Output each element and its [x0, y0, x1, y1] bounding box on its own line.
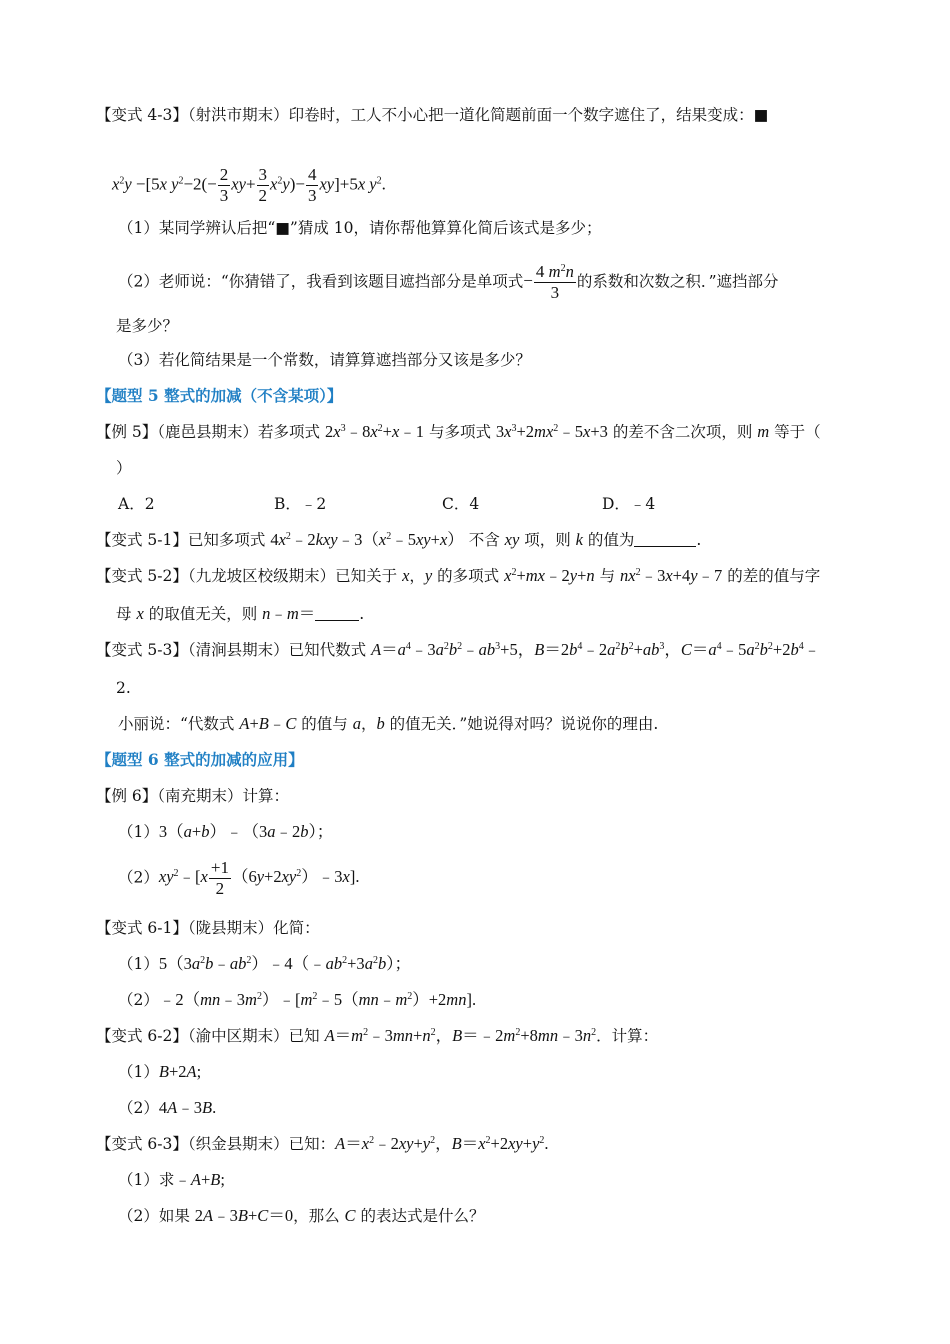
variant-5-2-line2: 母 x 的取值无关，则 n﹣m＝ .	[116, 604, 365, 623]
variant-label: 【变式 4-3】	[96, 106, 188, 124]
variant-4-3-q3: （3）若化简结果是一个常数，请算算遮挡部分又该是多少？	[118, 351, 531, 369]
answer-blank[interactable]	[634, 530, 696, 547]
variant-4-3-q1: （1）某同学辨认后把“■”猜成 10，请你帮他算算化简后该式是多少；	[118, 219, 602, 237]
variant-6-1-q2: $(2)﹣2(mn﹣3m^2)﹣[m^2﹣5(mn﹣m^2)+2mn]$.	[118, 990, 477, 1009]
variant-4-3-q2: （2）老师说：“你猜错了，我看到该题目遮挡部分是单项式− $\frac{4 m^2n}{3}$ 的系数和次数之积．”遮挡部分	[118, 262, 779, 302]
variant-5-3-line2: 2.	[116, 679, 131, 697]
variant-4-3-line1	[96, 105, 768, 125]
variant-5-3-line3: 小丽说：“代数式 A+B﹣C 的值与 a，b 的值无关．”她说得对吗？说说你的理由.	[118, 714, 659, 733]
example-6-line1: 【例 6】（南充期末）计算：	[96, 787, 290, 805]
option-d: D．﹣4	[602, 495, 656, 513]
example-5-line1: 【例 5】（鹿邑县期末）若多项式 $2x^3﹣8x^2+x﹣1$ 与多项式 $3x^3+2mx^2﹣5x+3$ 的差不含二次项，则 m 等于（	[96, 422, 821, 441]
option-a: A．2	[118, 495, 155, 513]
variant-6-2-line1: 【变式 6-2】（渝中区期末）已知 $A=m^2﹣3mn+n^2$，$B=﹣2m^2+8mn﹣3n^2$．计算：	[96, 1026, 659, 1045]
variant-6-2-q2: （2）4A﹣3B.	[118, 1098, 217, 1117]
variant-5-2-line1: 【变式 5-2】（九龙坡区校级期末）已知关于 x，y 的多项式 $x^2+mx﹣2y+n$ 与 $nx^2﹣3x+4y﹣7$ 的差的值与字	[96, 566, 821, 585]
variant-6-3-q2: （2）如果 2A﹣3B+C＝0，那么 C 的表达式是什么？	[118, 1206, 485, 1225]
variant-6-2-q1: （1）B+2A;	[118, 1062, 202, 1081]
variant-6-1-line1: 【变式 6-1】（陇县期末）化简：	[96, 919, 320, 937]
variant-4-3-expression: $x^2y -[5x$ $y^2-2(-$ $\frac{2}{3}$ xy+ $\frac{3}{2}$ $x^2y)-$ $\frac{4}{3}$ xy]+5x $y^2$.	[112, 165, 386, 205]
variant-5-3-line1: 【变式 5-3】（清涧县期末）已知代数式 $A=a^4﹣3a^2b^2﹣ab^3+5$，$B=2b^4﹣2a^2b^2+ab^3$，$C=a^4﹣5a^2b^2+2b^4﹣$	[96, 640, 821, 659]
variant-6-3-line1: 【变式 6-3】（织金县期末）已知：$A=x^2﹣2xy+y^2$，$B=x^2+2xy+y^2$.	[96, 1134, 549, 1153]
variant-4-3-q2-cont: 是多少？	[116, 317, 179, 335]
variant-4-3-text: （射洪市期末）印卷时，工人不小心把一道化简题前面一个数字遮住了，结果变成：■	[187, 106, 769, 124]
section-heading-5: 【题型 5 整式的加减（不含某项）】	[96, 386, 343, 405]
variant-5-1: 【变式 5-1】已知多项式 $4x^2﹣2kxy﹣3(x^2﹣5xy+x)$ 不含 xy 项，则 k 的值为 .	[96, 530, 702, 549]
option-b: B．﹣2	[274, 495, 327, 513]
answer-blank[interactable]	[315, 604, 359, 621]
example-6-q2: $(2)xy^2﹣[x$ $\frac{+1}{2}$ $(6y+2xy^2)﹣3x$].	[118, 858, 360, 898]
option-c: C．4	[442, 495, 480, 513]
variant-6-3-q1: （1）求﹣A+B;	[118, 1170, 225, 1189]
section-heading-6: 【题型 6 整式的加减的应用】	[96, 750, 304, 769]
example-5-line2: ）	[116, 459, 132, 477]
variant-6-1-q1: $(1)5(3a^2b﹣ab^2)﹣4(﹣ab^2+3a^2b)$；	[118, 954, 411, 973]
example-6-q1: （1）3（a+b）﹣（3a﹣2b）；	[118, 822, 334, 841]
